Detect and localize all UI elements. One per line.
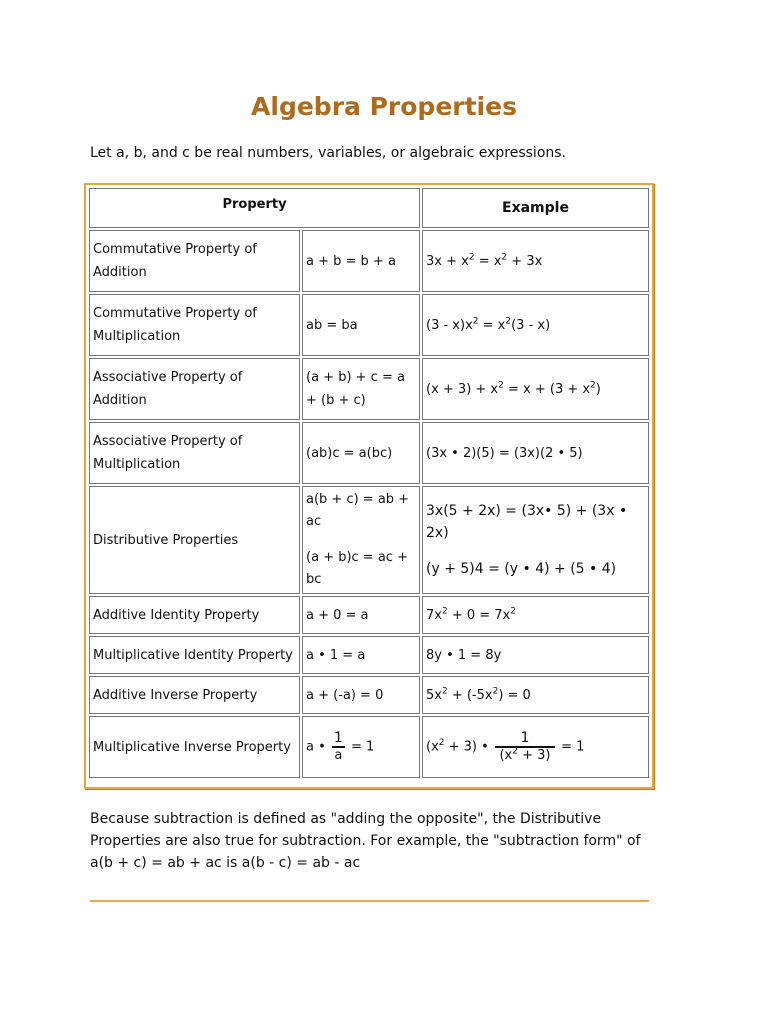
property-example bbox=[422, 486, 649, 594]
exponent: 2 bbox=[441, 686, 448, 697]
property-example bbox=[422, 596, 649, 634]
header-example: Example bbox=[422, 188, 649, 228]
property-example bbox=[422, 294, 649, 356]
example-part: + 0 = 7x bbox=[447, 607, 511, 623]
example-part: + (-5x bbox=[447, 687, 493, 703]
page-title: Algebra Properties bbox=[251, 92, 517, 121]
property-example bbox=[422, 230, 649, 292]
property-name: Associative Property of Multiplication bbox=[89, 422, 300, 484]
footnote-line: a(b + c) = ab + ac is a(b - c) = ab - ac bbox=[90, 855, 361, 871]
property-rule bbox=[302, 716, 420, 778]
example-part: + 3) • bbox=[444, 739, 489, 755]
example-part: (3 - x)x bbox=[426, 317, 473, 333]
example-part: (x bbox=[499, 748, 513, 763]
property-example bbox=[422, 676, 649, 714]
property-name: Distributive Properties bbox=[89, 486, 300, 594]
property-rule: a • 1 = a bbox=[302, 636, 420, 674]
exponent: 2 bbox=[468, 252, 475, 263]
property-name: Commutative Property of Addition bbox=[89, 230, 300, 292]
rule-line: (a + b)c = ac + bc bbox=[306, 550, 408, 587]
property-rule bbox=[302, 486, 420, 594]
fraction-numerator: 1 bbox=[495, 730, 555, 748]
rule-part: a • bbox=[306, 739, 326, 755]
exponent: 2 bbox=[590, 380, 596, 391]
fraction-denominator bbox=[495, 748, 555, 764]
intro-text: Let a, b, and c be real numbers, variables, or algebraic expressions. bbox=[90, 145, 567, 161]
example-part: (3 - x) bbox=[511, 317, 551, 333]
property-rule: (ab)c = a(bc) bbox=[302, 422, 420, 484]
example-part: = 1 bbox=[561, 739, 585, 755]
property-rule: a + (-a) = 0 bbox=[302, 676, 420, 714]
example-part: ) bbox=[595, 381, 601, 397]
property-rule: ab = ba bbox=[302, 294, 420, 356]
example-part: 3x + x bbox=[426, 253, 469, 269]
table-row bbox=[89, 636, 649, 674]
table-row bbox=[89, 230, 649, 292]
example-part: ) = 0 bbox=[498, 687, 531, 703]
property-rule: (a + b) + c = a + (b + c) bbox=[302, 358, 420, 420]
example-line: (y + 5)4 = (y • 4) + (5 • 4) bbox=[426, 561, 617, 577]
property-rule: a + b = b + a bbox=[302, 230, 420, 292]
table-row bbox=[89, 676, 649, 714]
example-part: + 3) bbox=[517, 748, 551, 763]
example-part: = x + (3 + x bbox=[503, 381, 591, 397]
table-row bbox=[89, 596, 649, 634]
exponent: 2 bbox=[492, 686, 499, 697]
rule-part: = 1 bbox=[350, 739, 375, 755]
exponent: 2 bbox=[472, 316, 479, 327]
property-example bbox=[422, 358, 649, 420]
property-name: Additive Inverse Property bbox=[89, 676, 300, 714]
property-name: Commutative Property of Multiplication bbox=[89, 294, 300, 356]
exponent: 2 bbox=[505, 316, 512, 327]
footnote-line: Because subtraction is defined as "adding the opposite", the Distributive bbox=[90, 811, 602, 827]
fraction bbox=[495, 730, 555, 764]
property-example: 8y • 1 = 8y bbox=[422, 636, 649, 674]
example-part: (x bbox=[426, 739, 439, 755]
exponent: 2 bbox=[512, 746, 518, 757]
table-row bbox=[89, 716, 649, 778]
rule-line: a(b + c) = ab + ac bbox=[306, 492, 410, 529]
table-row bbox=[89, 422, 649, 484]
header-property: Property bbox=[89, 188, 420, 228]
exponent: 2 bbox=[501, 252, 508, 263]
example-part: = x bbox=[478, 317, 506, 333]
table-row bbox=[89, 358, 649, 420]
property-name: Associative Property of Addition bbox=[89, 358, 300, 420]
fraction-numerator: 1 bbox=[333, 730, 343, 746]
example-line: 3x(5 + 2x) = (3x• 5) + (3x • 2x) bbox=[426, 503, 628, 541]
spacer bbox=[426, 544, 645, 558]
exponent: 2 bbox=[498, 380, 504, 391]
example-part: = x bbox=[474, 253, 502, 269]
exponent: 2 bbox=[441, 606, 448, 617]
property-example: (3x • 2)(5) = (3x)(2 • 5) bbox=[422, 422, 649, 484]
exponent: 2 bbox=[438, 738, 445, 749]
example-part: (x + 3) + x bbox=[426, 381, 499, 397]
properties-table bbox=[87, 186, 651, 780]
example-part: + 3x bbox=[507, 253, 543, 269]
property-name: Multiplicative Inverse Property bbox=[89, 716, 300, 778]
exponent: 2 bbox=[510, 606, 516, 617]
table-header-row bbox=[89, 188, 649, 228]
table-row bbox=[89, 294, 649, 356]
property-name: Multiplicative Identity Property bbox=[89, 636, 300, 674]
footnote-line: Properties are also true for subtraction. For example, the "subtraction form" of bbox=[90, 833, 641, 849]
table-row bbox=[89, 486, 649, 594]
spacer bbox=[306, 533, 416, 547]
property-rule: a + 0 = a bbox=[302, 596, 420, 634]
property-example bbox=[422, 716, 649, 778]
example-part: 7x bbox=[426, 607, 442, 623]
footnote-paragraph bbox=[90, 808, 670, 874]
property-name: Additive Identity Property bbox=[89, 596, 300, 634]
example-part: 5x bbox=[426, 687, 442, 703]
fraction bbox=[332, 730, 345, 764]
horizontal-divider bbox=[90, 900, 649, 902]
fraction-denominator: a bbox=[334, 748, 343, 763]
